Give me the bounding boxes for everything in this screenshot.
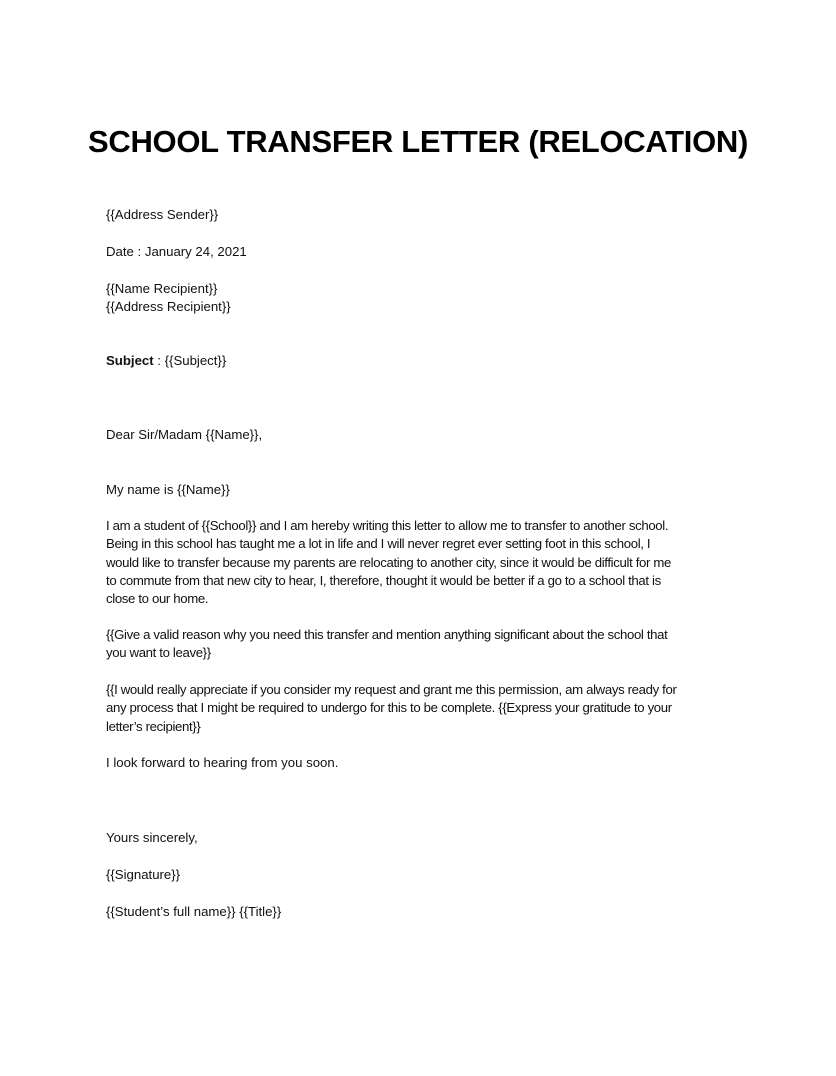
recipient-name: {{Name Recipient}} (106, 281, 218, 296)
paragraph-line: to commute from that new city to hear, I, therefore, thought it would be better if a go to a school that is (106, 572, 661, 588)
paragraph-line: would like to transfer because my parents are relocating to another city, since it would be difficult for me (106, 554, 671, 570)
subject-label: Subject (106, 353, 154, 368)
date-line: Date : January 24, 2021 (106, 244, 247, 259)
document-title: SCHOOL TRANSFER LETTER (RELOCATION) (88, 124, 748, 159)
signature-placeholder: {{Signature}} (106, 867, 181, 882)
intro-line: My name is {{Name}} (106, 482, 230, 497)
paragraph-line: I am a student of {{School}} and I am hereby writing this letter to allow me to transfer to another school. (106, 518, 669, 533)
paragraph-line: Being in this school has taught me a lot in life and I will never regret ever setting foot in this school, I (106, 536, 651, 552)
subject-value: : {{Subject}} (153, 353, 227, 368)
subject-line (106, 352, 226, 370)
sender-address: {{Address Sender}} (106, 207, 219, 222)
paragraph-gratitude-placeholder (106, 681, 736, 736)
salutation: Dear Sir/Madam {{Name}}, (106, 427, 263, 442)
closing-line: I look forward to hearing from you soon. (106, 755, 339, 770)
paragraph-reason-for-transfer (106, 517, 736, 608)
full-name-title: {{Student’s full name}} {{Title}} (106, 904, 282, 919)
recipient-address: {{Address Recipient}} (106, 299, 231, 314)
paragraph-line: {{Give a valid reason why you need this transfer and mention anything significant about the school that (106, 627, 668, 642)
paragraph-line: any process that I might be required to undergo for this to be complete. {{Express your gratitude to your (106, 700, 672, 716)
paragraph-line: letter’s recipient}} (106, 718, 201, 734)
paragraph-line: close to our home. (106, 591, 209, 607)
paragraph-valid-reason-placeholder (106, 626, 736, 663)
paragraph-line: {{I would really appreciate if you consider my request and grant me this permission, am always ready for (106, 682, 677, 697)
valediction: Yours sincerely, (106, 830, 198, 845)
paragraph-line: you want to leave}} (106, 645, 211, 661)
